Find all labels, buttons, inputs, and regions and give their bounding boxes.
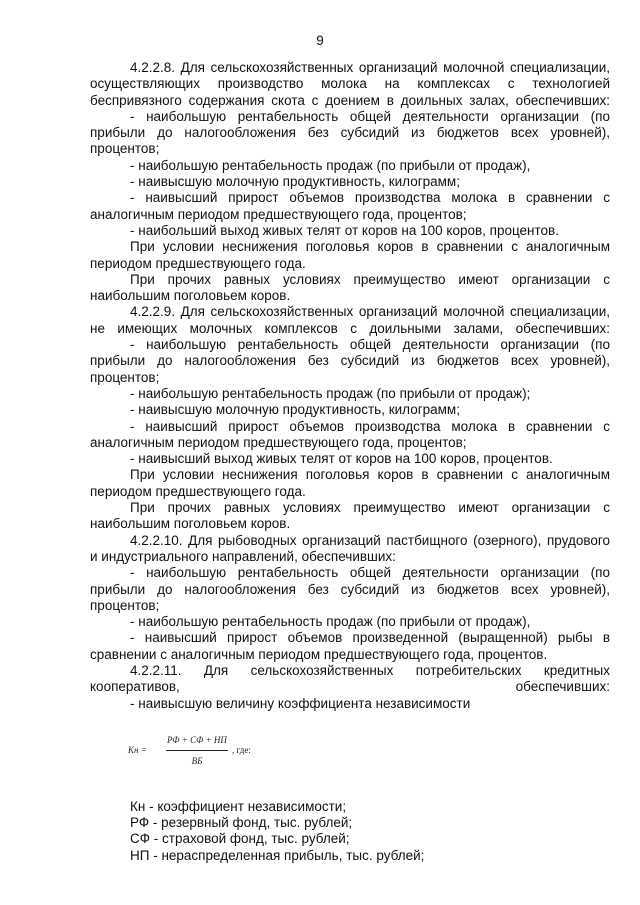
- formula-fraction: [166, 732, 228, 770]
- definitions-list: [130, 799, 610, 864]
- list-item: - наибольший выход живых телят от коров на 100 коров, процентов.: [130, 222, 559, 238]
- list-item: - наивысший прирост объемов произведенной (выращенной) рыбы в сравнении с аналогичным периодом предшествующего года, процентов.: [90, 630, 610, 662]
- list-item: - наивысшую величину коэффициента независимости: [130, 695, 471, 711]
- page-number: 9: [316, 33, 324, 48]
- independence-coefficient-formula: [128, 732, 610, 768]
- list-item: - наибольшую рентабельность общей деятельности организации (по прибыли до налогообложения без субсидий из бюджетов всех уровней), процентов;: [90, 108, 610, 157]
- list-item: - наивысшую молочную продуктивность, килограмм;: [130, 402, 460, 418]
- definition-item: СФ - страховой фонд, тыс. рублей;: [130, 831, 350, 847]
- priority-paragraph: При прочих равных условиях преимущество имеют организации с наибольшим поголовьем коров.: [90, 500, 610, 532]
- paragraph-4-2-2-8: 4.2.2.8. Для сельскохозяйственных организаций молочной специализации, осуществляющих производство молока на комплексах с технологией беспривязного содержания скота с доением в доильных залах, обеспечивших:: [90, 60, 610, 108]
- formula-suffix: , где:: [232, 744, 251, 755]
- formula-numerator: РФ + СФ + НП: [166, 732, 228, 751]
- definition-item: НП - нераспределенная прибыль, тыс. рублей;: [130, 847, 425, 863]
- list-item: - наибольшую рентабельность продаж (по прибыли от продаж),: [130, 614, 531, 630]
- formula-denominator: ВБ: [191, 756, 203, 767]
- list-item: - наивысший выход живых телят от коров на 100 коров, процентов.: [130, 451, 553, 467]
- list-item: - наибольшую рентабельность общей деятельности организации (по прибыли до налогообложения без субсидий из бюджетов всех уровней), процентов;: [90, 565, 610, 613]
- list-item: - наибольшую рентабельность общей деятельности организации (по прибыли до налогообложения без субсидий из бюджетов всех уровней), процентов;: [90, 337, 610, 385]
- list-item: - наибольшую рентабельность продаж (по прибыли от продаж);: [130, 385, 531, 401]
- list-item: - наибольшую рентабельность продаж (по прибыли от продаж),: [130, 157, 531, 173]
- list-item: - наивысший прирост объемов производства молока в сравнении с аналогичным периодом предшествующего года, процентов;: [90, 190, 610, 222]
- paragraph-4-2-2-11: 4.2.2.11. Для сельскохозяйственных потребительских кредитных кооперативов, обеспечивших:: [90, 662, 610, 695]
- list-item: - наивысший прирост объемов производства молока в сравнении с аналогичным периодом предшествующего года, процентов;: [90, 418, 610, 450]
- priority-paragraph: При прочих равных условиях преимущество имеют организации с наибольшим поголовьем коров.: [90, 271, 610, 304]
- paragraph-4-2-2-9: 4.2.2.9. Для сельскохозяйственных организаций молочной специализации, не имеющих молочных комплексов с доильными залами, обеспечивших:: [90, 304, 610, 336]
- definition-item: РФ - резервный фонд, тыс. рублей;: [130, 815, 353, 831]
- document-body: [90, 60, 610, 864]
- definition-item: Кн - коэффициент независимости;: [130, 798, 347, 814]
- condition-paragraph: При условии неснижения поголовья коров в сравнении с аналогичным периодом предшествующего года.: [90, 467, 610, 499]
- formula-lhs: Кн =: [128, 744, 147, 755]
- condition-paragraph: При условии неснижения поголовья коров в сравнении с аналогичным периодом предшествующего года.: [90, 239, 610, 271]
- list-item: - наивысшую молочную продуктивность, килограмм;: [130, 174, 460, 190]
- paragraph-4-2-2-10: 4.2.2.10. Для рыбоводных организаций пастбищного (озерного), прудового и индустриального направлений, обеспечивших:: [90, 532, 610, 564]
